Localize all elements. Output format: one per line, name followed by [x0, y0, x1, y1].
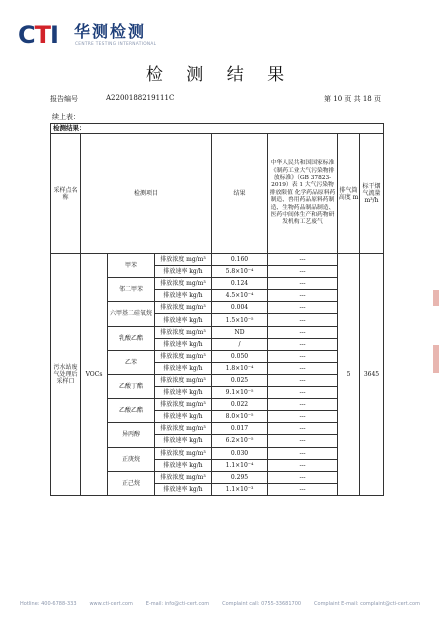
- page-number: 第 10 页 共 18 页: [324, 95, 381, 103]
- result-value: 6.2×10⁻⁵: [212, 435, 268, 447]
- standard-limit: ---: [268, 254, 338, 266]
- result-value: 5.8×10⁻⁴: [212, 266, 268, 278]
- standard-limit: ---: [268, 423, 338, 435]
- result-value: 0.017: [212, 423, 268, 435]
- group-cell: VOCs: [81, 254, 108, 496]
- result-value: 0.030: [212, 447, 268, 459]
- result-value: 0.295: [212, 471, 268, 483]
- flow-rate-value: 3645: [360, 254, 384, 496]
- section-title: 检测结果：: [51, 124, 384, 134]
- table-row: [51, 254, 384, 266]
- standard-limit: ---: [268, 435, 338, 447]
- standard-limit: ---: [268, 362, 338, 374]
- standard-limit: ---: [268, 314, 338, 326]
- logo-english-name: CENTRE TESTING INTERNATIONAL: [75, 42, 157, 47]
- footer-complaint-call: Complaint call: 0755-33681700: [222, 601, 302, 607]
- result-value: 1.5×10⁻⁵: [212, 314, 268, 326]
- result-value: 0.004: [212, 302, 268, 314]
- compound-name: 正庚烷: [108, 447, 155, 471]
- compound-name: 正己烷: [108, 471, 155, 495]
- standard-limit: ---: [268, 302, 338, 314]
- standard-limit: ---: [268, 411, 338, 423]
- result-value: 0.160: [212, 254, 268, 266]
- parameter-label: 排放速率 kg/h: [155, 411, 212, 423]
- result-value: 0.050: [212, 350, 268, 362]
- parameter-label: 排放速率 kg/h: [155, 290, 212, 302]
- standard-limit: ---: [268, 374, 338, 386]
- standard-limit: ---: [268, 399, 338, 411]
- seal-edge-mark: [433, 290, 439, 306]
- sample-point-cell: 污水站废气处理后采样口: [51, 254, 81, 496]
- standard-limit: ---: [268, 290, 338, 302]
- result-value: 4.5×10⁻⁴: [212, 290, 268, 302]
- logo-chinese-name: 华测检测: [74, 22, 147, 41]
- parameter-label: 排放速率 kg/h: [155, 483, 212, 495]
- standard-limit: ---: [268, 326, 338, 338]
- header-standard: 中华人民共和国国家标准《制药工业大气污染物排放标准》（GB 37823-2019）表 1 大气污染物排放限值 化学药品原料药制造、兽用药品原料药制造、生物药品制品制造、医药中间体生产和药物研发机构工艺废气: [268, 134, 338, 254]
- result-value: 1.1×10⁻⁴: [212, 459, 268, 471]
- result-value: 1.8×10⁻⁴: [212, 362, 268, 374]
- standard-limit: ---: [268, 338, 338, 350]
- company-logo: [18, 22, 178, 50]
- result-value: 0.124: [212, 278, 268, 290]
- compound-name: 乙酸乙酯: [108, 399, 155, 423]
- result-value: 1.1×10⁻³: [212, 483, 268, 495]
- compound-name: 邻二甲苯: [108, 278, 155, 302]
- standard-limit: ---: [268, 278, 338, 290]
- header-height: 排气筒高度 m: [338, 134, 360, 254]
- parameter-label: 排放浓度 mg/m³: [155, 423, 212, 435]
- seal-edge-mark: [433, 345, 439, 373]
- compound-name: 六甲基二硅氧烷: [108, 302, 155, 326]
- standard-limit: ---: [268, 387, 338, 399]
- standard-limit: ---: [268, 447, 338, 459]
- standard-limit: ---: [268, 471, 338, 483]
- footer-email: E-mail: info@cti-cert.com: [145, 601, 210, 607]
- result-value: ND: [212, 326, 268, 338]
- report-number: A2200188219111C: [106, 94, 175, 102]
- parameter-label: 排放速率 kg/h: [155, 362, 212, 374]
- parameter-label: 排放速率 kg/h: [155, 338, 212, 350]
- parameter-label: 排放速率 kg/h: [155, 266, 212, 278]
- parameter-label: 排放速率 kg/h: [155, 314, 212, 326]
- parameter-label: 排放速率 kg/h: [155, 435, 212, 447]
- parameter-label: 排放浓度 mg/m³: [155, 350, 212, 362]
- standard-limit: ---: [268, 459, 338, 471]
- footer-complaint-email: Complaint E-mail: complaint@cti-cert.com: [314, 601, 420, 607]
- header-sample-point: 采样点名称: [51, 134, 81, 254]
- parameter-label: 排放速率 kg/h: [155, 459, 212, 471]
- parameter-label: 排放浓度 mg/m³: [155, 278, 212, 290]
- result-value: 9.1×10⁻⁵: [212, 387, 268, 399]
- parameter-label: 排放浓度 mg/m³: [155, 326, 212, 338]
- footer-hotline: Hotline: 400-6788-333: [20, 601, 77, 607]
- parameter-label: 排放浓度 mg/m³: [155, 374, 212, 386]
- page-title: 检 测 结 果: [145, 65, 294, 85]
- continued-label: 续上表：: [52, 113, 80, 121]
- parameter-label: 排放浓度 mg/m³: [155, 447, 212, 459]
- standard-limit: ---: [268, 350, 338, 362]
- header-result: 结果: [212, 134, 268, 254]
- compound-name: 乳酸乙酯: [108, 326, 155, 350]
- result-value: 0.022: [212, 399, 268, 411]
- footer-web: www.cti-cert.com: [89, 601, 133, 607]
- parameter-label: 排放浓度 mg/m³: [155, 399, 212, 411]
- result-value: 0.025: [212, 374, 268, 386]
- results-table: [50, 123, 384, 496]
- compound-name: 乙酸丁酯: [108, 374, 155, 398]
- stack-height-value: 5: [338, 254, 360, 496]
- standard-limit: ---: [268, 266, 338, 278]
- standard-limit: ---: [268, 483, 338, 495]
- parameter-label: 排放浓度 mg/m³: [155, 471, 212, 483]
- compound-name: 乙苯: [108, 350, 155, 374]
- report-number-label: 报告编号: [50, 95, 78, 103]
- parameter-label: 排放浓度 mg/m³: [155, 254, 212, 266]
- header-item: 检测项目: [81, 134, 212, 254]
- footer: [20, 601, 420, 607]
- logo-mark: CTI: [18, 21, 58, 49]
- parameter-label: 排放速率 kg/h: [155, 387, 212, 399]
- result-value: 8.0×10⁻⁵: [212, 411, 268, 423]
- compound-name: 异丙醇: [108, 423, 155, 447]
- parameter-label: 排放浓度 mg/m³: [155, 302, 212, 314]
- compound-name: 甲苯: [108, 254, 155, 278]
- header-flow: 标干烟气流量 m³/h: [360, 134, 384, 254]
- result-value: /: [212, 338, 268, 350]
